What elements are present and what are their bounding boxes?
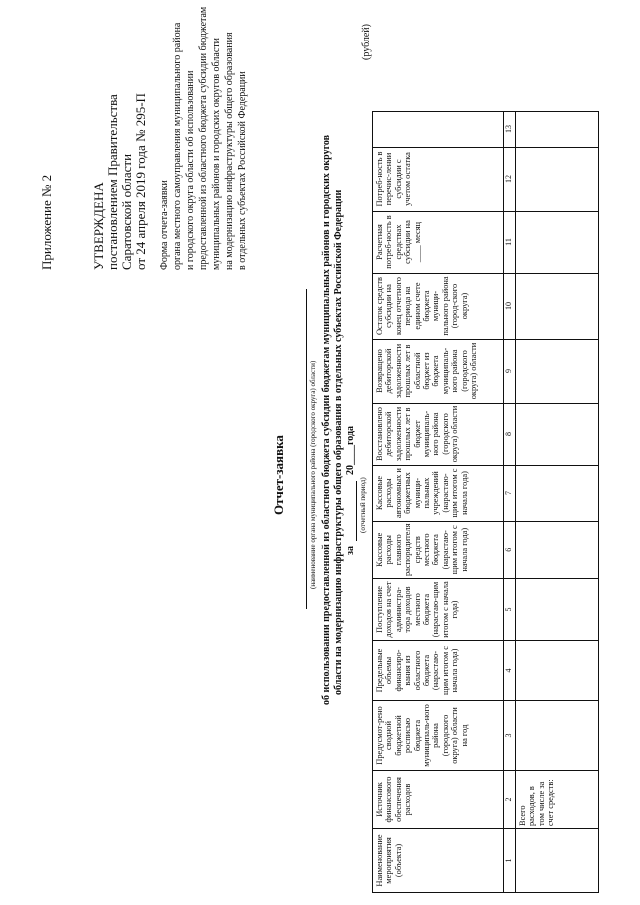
column-number: 7 xyxy=(504,465,516,521)
total-expenses-label: Всего расходов, в том числе за счет средств: xyxy=(515,771,598,829)
org-name-caption: (наименование органа муниципального района (городского округа) области) xyxy=(309,360,317,589)
column-number: 4 xyxy=(504,641,516,701)
title-year: 20____года xyxy=(345,425,356,475)
column-number: 2 xyxy=(504,771,516,829)
form-desc-4: предоставленной из областного бюджета субсидии бюджетам xyxy=(198,6,209,270)
form-desc-1: Форма отчета-заявки xyxy=(159,180,170,270)
table-row xyxy=(515,111,598,892)
table-cell xyxy=(515,701,598,771)
approval-line-1: постановлением Правительства xyxy=(105,94,120,270)
table-cell xyxy=(515,829,598,893)
title-period-prefix: за xyxy=(345,545,356,555)
title-line-1: об использовании предоставленной из областного бюджета субсидии бюджетам муниципальных районов и городских округов xyxy=(321,134,332,705)
header-cell: Потреб-ность в перечис-лении субсидии с учетом остатка xyxy=(373,147,504,211)
report-table xyxy=(372,111,599,893)
column-number: 1 xyxy=(504,829,516,893)
header-cell: Предельные объемы финансиро-вания из областного бюджета (нарастаю-щим итогом с начала года) xyxy=(373,641,504,701)
column-number: 10 xyxy=(504,273,516,339)
period-blank-line xyxy=(356,481,357,541)
form-desc-7: в отдельных субъектах Российской Федерации xyxy=(237,71,248,270)
column-number: 3 xyxy=(504,701,516,771)
table-header-row xyxy=(373,111,504,892)
header-cell: Кассовые расходы главного распорядителя средств местного бюджета (нарастаю-щим итогом с начала года) xyxy=(373,521,504,578)
table-cell xyxy=(515,521,598,578)
header-cell: Поступление доходов на счет администра-тора доходов местного бюджета (нарастаю-щим итогом с начала года) xyxy=(373,579,504,641)
table-cell xyxy=(515,211,598,273)
currency-unit: (рублей) xyxy=(361,23,372,60)
column-number: 6 xyxy=(504,521,516,578)
header-cell: Предусмот-рено сводной бюджетной росписью бюджета муниципаль-ного района (городского округа) области на год xyxy=(373,701,504,771)
period-caption: (отчетный период) xyxy=(359,477,367,533)
form-desc-2: органа местного самоуправления муниципального района xyxy=(172,22,183,270)
table-cell xyxy=(515,339,598,403)
document-title: Отчет-заявка xyxy=(271,435,286,515)
column-number-row xyxy=(504,111,516,892)
header-cell xyxy=(373,111,504,147)
form-desc-3: и городского округа области об использовании xyxy=(185,70,196,270)
table-cell xyxy=(515,403,598,465)
table-cell xyxy=(515,641,598,701)
column-number: 9 xyxy=(504,339,516,403)
table-cell xyxy=(515,579,598,641)
column-number: 13 xyxy=(504,111,516,147)
column-number: 8 xyxy=(504,403,516,465)
appendix-number: Приложение № 2 xyxy=(39,174,54,270)
table-cell xyxy=(515,111,598,147)
header-cell: Остаток средств субсидии на конец отчетного периода на едином счете бюджета муници-пального района (город-ского округа) xyxy=(373,273,504,339)
header-cell: Наименование мероприятия (объекта) xyxy=(373,829,504,893)
form-desc-5: муниципальных районов и городских округов области xyxy=(211,38,222,270)
approval-line-3: от 24 апреля 2019 года № 295-П xyxy=(133,93,148,270)
approval-line-2: Саратовской области xyxy=(119,153,134,270)
column-number: 11 xyxy=(504,211,516,273)
title-line-2: области на модернизацию инфраструктуры общего образования в отдельных субъектах Российской Федерации xyxy=(333,189,344,695)
table-cell xyxy=(515,465,598,521)
column-number: 12 xyxy=(504,147,516,211)
header-cell: Восстановлено дебиторской задолженности прошлых лет в бюджет муниципаль-ного района (городского округа) области xyxy=(373,403,504,465)
header-cell: Возвращено дебиторской задолженности прошлых лет в областной бюджет из бюджета муниципаль-ного района (городского округа) области xyxy=(373,339,504,403)
form-desc-6: на модернизацию инфраструктуры общего образования xyxy=(224,32,235,270)
table-cell xyxy=(515,273,598,339)
org-name-blank-line xyxy=(306,289,307,609)
column-number: 5 xyxy=(504,579,516,641)
table-cell xyxy=(515,147,598,211)
header-cell: Источник финансового обеспечения расходов xyxy=(373,771,504,829)
header-cell: Расчетная потреб-ность в средствах субсидии на ____ месяц xyxy=(373,211,504,273)
header-cell: Кассовые расходы автономных и бюджетных муници-пальных учреждений (нарастаю-щим итогом с начала года) xyxy=(373,465,504,521)
approval-stamp: УТВЕРЖДЕНА xyxy=(91,182,106,270)
